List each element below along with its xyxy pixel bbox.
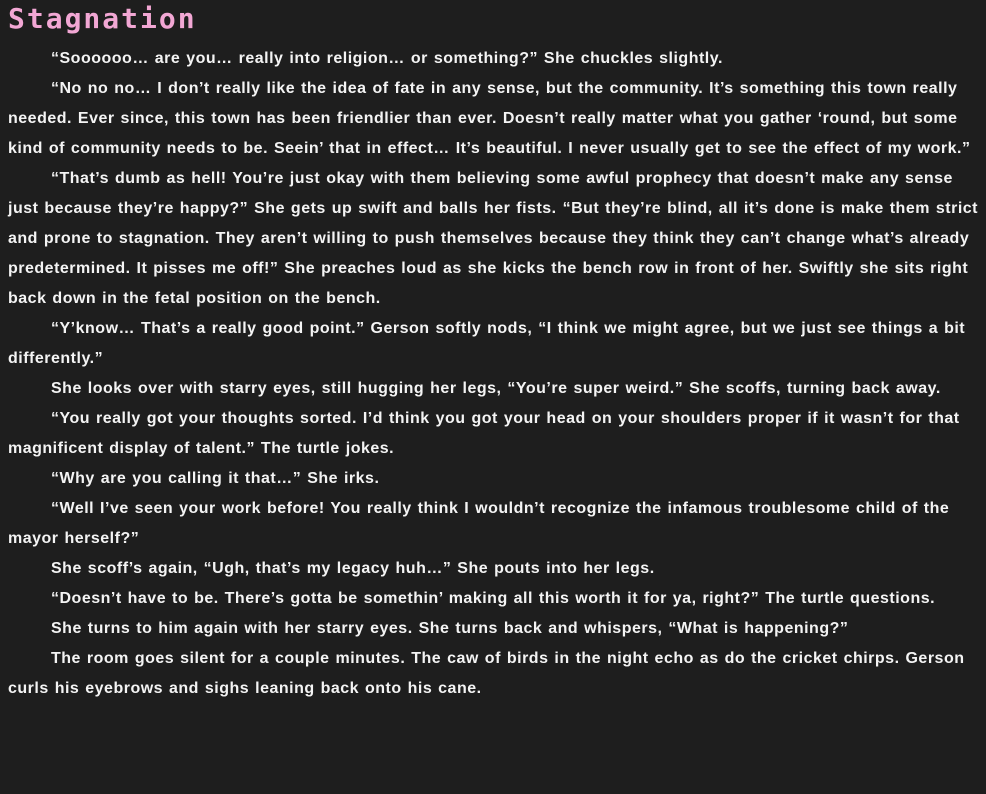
story-title: Stagnation [8,2,197,35]
story-paragraph: “No no no… I don’t really like the idea of fate in any sense, but the community. It’s something this town really needed. Ever since, this town has been friendlier than ever. Doesn’t really matter what you gather ‘round, but some kind of community needs to be. Seein’ that in effect… It’s beautiful. I never usually get to see the effect of my work.” [8,80,971,157]
story-paragraph: “Doesn’t have to be. There’s gotta be somethin’ making all this worth it for ya, right?” The turtle questions. [51,590,936,607]
story-paragraph: “You really got your thoughts sorted. I’d think you got your head on your shoulders proper if it wasn’t for that magnificent display of talent.” The turtle jokes. [8,410,960,457]
story-paragraph: “Y’know… That’s a really good point.” Gerson softly nods, “I think we might agree, but we just see things a bit differently.” [8,320,966,367]
story-body [8,44,980,704]
story-paragraph: “Why are you calling it that…” She irks. [51,470,380,487]
story-paragraph: “Well I’ve seen your work before! You really think I wouldn’t recognize the infamous troublesome child of the mayor herself?” [8,500,950,547]
story-paragraph: She turns to him again with her starry eyes. She turns back and whispers, “What is happening?” [51,620,849,637]
story-paragraph: She looks over with starry eyes, still hugging her legs, “You’re super weird.” She scoffs, turning back away. [51,380,941,397]
story-paragraph: “That’s dumb as hell! You’re just okay with them believing some awful prophecy that doesn’t make any sense just because they’re happy?” She gets up swift and balls her fists. “But they’re blind, all it’s done is make them strict and prone to stagnation. They aren’t willing to push themselves because they think they can’t change what’s already predetermined. It pisses me off!” She preaches loud as she kicks the bench row in front of her. Swiftly she sits right back down in the fetal position on the bench. [8,170,979,307]
story-paragraph: She scoff’s again, “Ugh, that’s my legacy huh…” She pouts into her legs. [51,560,655,577]
story-paragraph: “Soooooo… are you… really into religion… or something?” She chuckles slightly. [51,50,723,67]
story-paragraph: The room goes silent for a couple minutes. The caw of birds in the night echo as do the cricket chirps. Gerson curls his eyebrows and sighs leaning back onto his cane. [8,650,965,697]
